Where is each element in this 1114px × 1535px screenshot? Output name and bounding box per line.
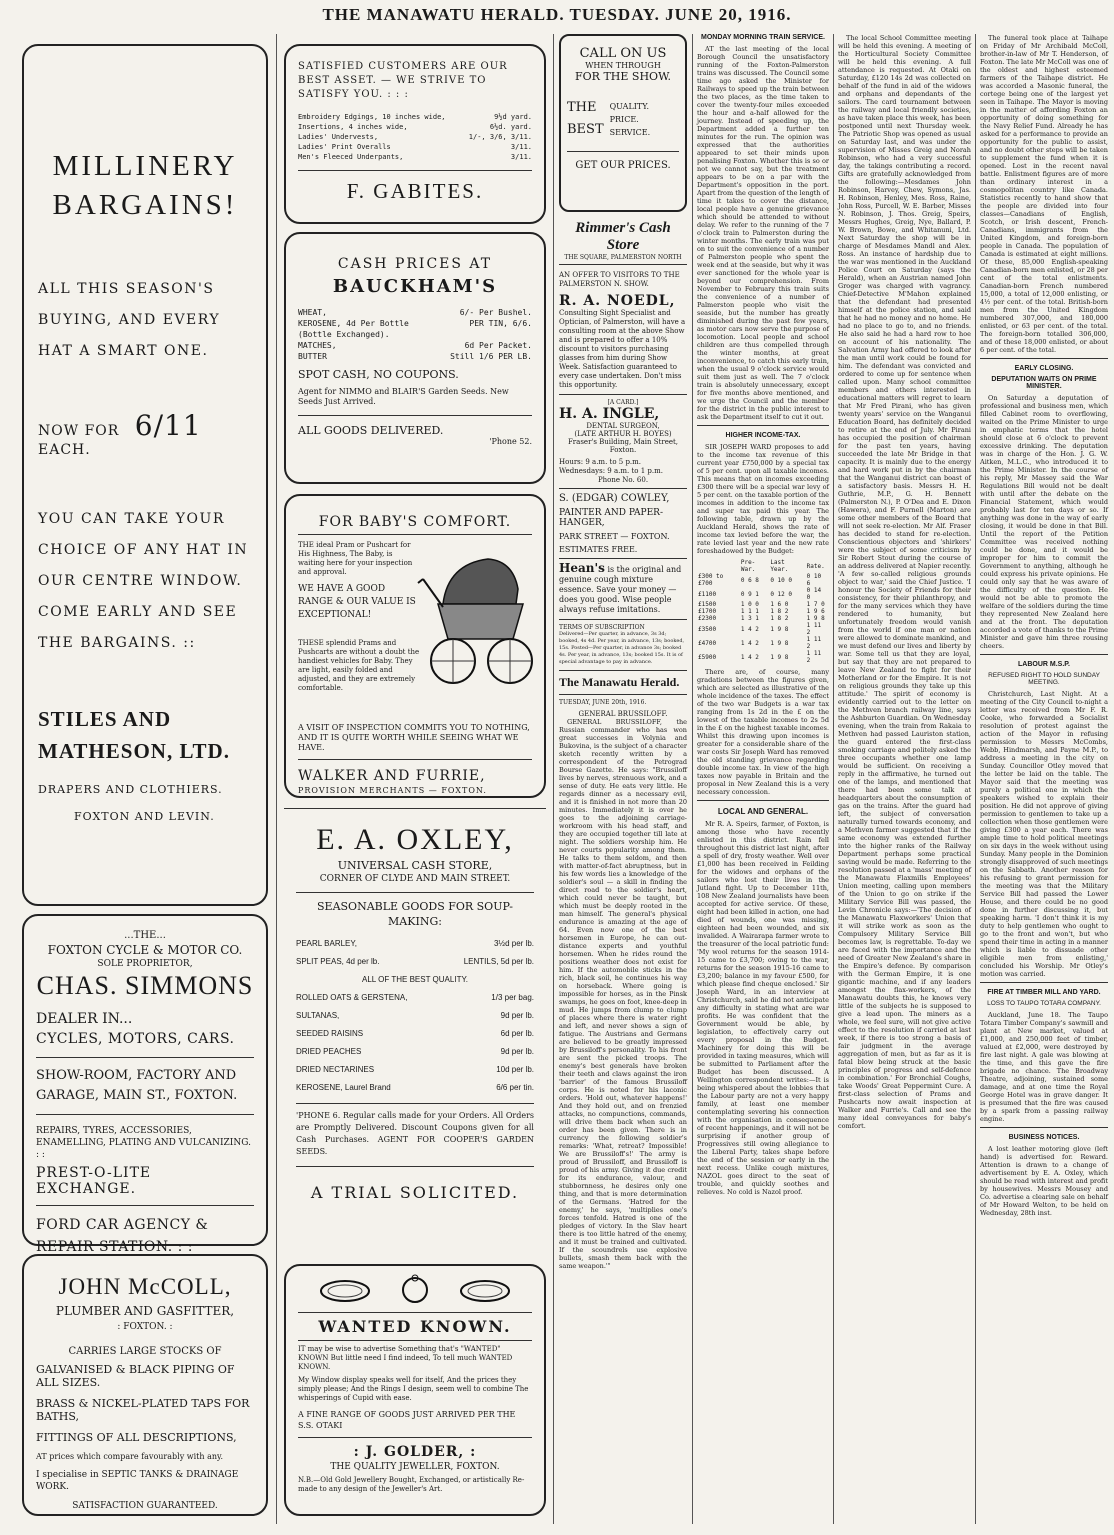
mccoll-ad xyxy=(22,1254,268,1516)
phone-60: Phone No. 60. xyxy=(597,476,649,484)
local-heading: LOCAL AND GENERAL. xyxy=(717,807,809,816)
baby-head: FOR BABY'S COMFORT. xyxy=(318,514,512,530)
column-rule xyxy=(276,34,277,1524)
bauckham-name: BAUCKHAM'S xyxy=(332,276,498,297)
satisfaction: SATISFACTION GUARANTEED. xyxy=(72,1501,218,1511)
jewellery-illustration xyxy=(315,1274,515,1308)
for-show: FOR THE SHOW. xyxy=(575,70,671,83)
income-heading: HIGHER INCOME-TAX. xyxy=(725,432,801,439)
showroom: SHOW-ROOM, FACTORY AND xyxy=(36,1068,237,1083)
price-row: ROLLED OATS & GERSTENA, 1/3 per bag. xyxy=(296,993,534,1002)
price-row: Embroidery Edgings, 10 inches wide, 9½d yard. xyxy=(298,113,532,121)
goods: CYCLES, MOTORS, CARS. xyxy=(36,1031,235,1047)
trial: A TRIAL SOLICITED. xyxy=(310,1183,520,1202)
trade: PLUMBER AND GASFITTER, xyxy=(55,1304,235,1318)
column-rule xyxy=(975,34,976,1524)
piping: GALVANISED & BLACK PIPING OF ALL SIZES. xyxy=(36,1363,235,1389)
deputation-heading: DEPUTATION WAITS ON PRIME MINISTER. xyxy=(991,376,1097,390)
hean-text: is the original and genuine cough mixture essence. Save your money — does you good. Wise people always refuse imitations. xyxy=(559,565,682,614)
income-article: SIR JOSEPH WARD proposes to add to the income tax revenue of this current year £750,000 by a special tax of 5 per cent. upon all taxable incomes. This means that on incomes exceeding £300 there will be a special war levy of 5 per cent. on the taxable portion of the incomes in addition to the income tax and super tax paid this year. The following table, drawn up by the Auckland Herald, shows the rate of income tax levied before the war, the rate levied last year and the new rate foreshadowed by the Budget: xyxy=(697,443,829,555)
price-row: SPLIT PEAS, 4d per lb. LENTILS, 5d per lb. xyxy=(296,957,534,966)
season-line: BUYING, AND EVERY xyxy=(38,312,221,328)
price-row: SEEDED RAISINS 6d per lb. xyxy=(296,1029,534,1038)
business-heading: BUSINESS NOTICES. xyxy=(1008,1134,1080,1141)
quality-price-service: QUALITY. PRICE. SERVICE. xyxy=(609,101,651,137)
estimates: ESTIMATES FREE. xyxy=(559,545,638,554)
column-rule xyxy=(553,34,554,1524)
choice-line: YOU CAN TAKE YOUR xyxy=(38,511,225,527)
table-row: £300 to £700 0 6 8 0 10 0 0 10 6 xyxy=(698,573,822,587)
hours: Hours: 9 a.m. to 5 p.m. Wednesdays: 9 a.m. to 1 p.m. xyxy=(559,458,663,475)
bargains-title: BARGAINS! xyxy=(52,189,238,221)
noedl-name: R. A. NOEDL, xyxy=(559,293,676,309)
price: 6/11 xyxy=(134,409,202,442)
firm-name: STILES AND xyxy=(38,707,172,731)
card: [A CARD.] xyxy=(607,399,639,406)
column-6 xyxy=(838,34,971,1520)
prest-o-lite: PREST-O-LITE EXCHANGE. xyxy=(36,1165,152,1197)
each: EACH. xyxy=(38,442,91,458)
gabites-name: F. GABITES. xyxy=(346,179,484,203)
get-our-prices: GET OUR PRICES. xyxy=(575,160,671,171)
price-row: KEROSENE, Laurel Brand 6/6 per tin. xyxy=(296,1083,534,1092)
corner: CORNER OF CLYDE AND MAIN STREET. xyxy=(319,874,511,884)
best: BEST xyxy=(567,122,604,137)
now-for: NOW FOR xyxy=(38,423,120,439)
baby-ad xyxy=(284,494,546,798)
bauckham-ad xyxy=(284,232,546,484)
ford-agency: REPAIR STATION. : : xyxy=(36,1239,194,1255)
table-row: £1100 0 9 1 0 12 0 0 14 0 xyxy=(698,587,822,601)
price-row: Ladies' Print Overalls 3/11. xyxy=(298,143,532,151)
mccoll-name: JOHN McCOLL, xyxy=(58,1274,232,1299)
hean-name: Hean's xyxy=(559,561,605,575)
labour-article: Christchurch, Last Night. At a meeting of the City Council to-night a letter was received from Mr F. R. Cooke, who forwarded a Socialist resolution of protest against the action of the Mayor in refusing permission to Messrs McCombs, Webb, Hindmarsh, and Payne M.P., to address a meeting in the city on Sunday. Councillor Otley moved that the letter be laid on the table. The Mayor said that the meeting was purely a political one in which the speakers wished to explain their position. He did not approve of giving permission to gentlemen to take up a collection when those gentlemen were giving £300 a year each. There was ample time to hold political meetings on six days in the week without using Sunday. Many people in the Dominion strongly disapproved of such meetings on the Sabbath. Another reason for his refusing to grant permission for the meeting was that the Military Service Bill had passed the Lower House, and there could be no good done in further discussing it, but speaking harm. 'I don't think it is my duty to help gentlemen who ought to go to the front and won't, but who spend their time in acting in a manner which is liable to dissuade other eligible men from enlisting,' concluded his Worship. Mr Otley's motion was carried. xyxy=(980,690,1108,978)
repairs: REPAIRS, TYRES, ACCESSORIES, ENAMELLING, PLATING AND VULCANIZING. : : xyxy=(36,1126,251,1160)
choice-line: OUR CENTRE WINDOW. xyxy=(38,573,243,589)
price-row: DRIED NECTARINES 10d per lb. xyxy=(296,1065,534,1074)
labour-heading: LABOUR M.S.P. xyxy=(1018,661,1070,668)
visit: A VISIT OF INSPECTION COMMITS YOU TO NOTHING, AND IT IS QUITE WORTH WHILE SEEING WHAT WE HAVE. xyxy=(298,723,530,752)
oxley-name: E. A. OXLEY, xyxy=(316,823,514,856)
septic: I specialise in SEPTIC TANKS & DRAINAGE WORK. xyxy=(36,1470,239,1492)
when-through: WHEN THROUGH xyxy=(585,61,661,70)
season-line: ALL THIS SEASON'S xyxy=(38,281,215,297)
carries: CARRIES LARGE STOCKS OF xyxy=(68,1346,222,1357)
choice-line: THE BARGAINS. :: xyxy=(38,635,196,651)
table-row: £2300 1 3 1 1 8 2 1 9 8 xyxy=(698,615,825,622)
dental-surgeon: DENTAL SURGEON, xyxy=(586,422,660,430)
terms: TERMS OF SUBSCRIPTION xyxy=(559,624,645,631)
towns: FOXTON AND LEVIN. xyxy=(74,810,215,823)
taps: BRASS & NICKEL-PLATED TAPS FOR BATHS, xyxy=(36,1397,250,1423)
business-notices: A lost leather motoring glove (left hand) is advertised for. Reward. Attention is drawn to a change of advertisement by E. A. Oxley, which should be read with interest and profit by housewives. Messrs Mousey and Co. advertise a clearing sale on behalf of Mr Howard Welton, to be held on Wednesday, 28th inst. xyxy=(980,1145,1108,1217)
funeral-notes: The funeral took place at Taihape on Friday of Mr Archibald McColl, brother-in-law of Mr T. Henderson, of Foxton. The late Mr McColl was one of the oldest and highest esteemed farmers of the Taihape district. He was accorded a Masonic funeral, the cortege being one of the largest yet seen in Taihape. The Mayor is moving in the matter of affording Foxton an opportunity of doing something for the Navy Relief Fund. Already he has asked for a performance to provide an opportunity for the public to assist, and no doubt other steps will be taken to supplement the fund when it is opened. Lost in the recent naval battle. Enlistment figures are of more than ordinary interest in a cosmopolitan country like Canada. Statistics recently to hand show that the people are divided into four classes—Canadians of English, Scotch, or Irish descent, French-Canadians, immigrants from the United Kingdom, and foreign-born people in Canada. The population of Canada is estimated at eight millions. Of these, 85,000 English-speaking Canadian-born men enlisted, or 28 per cent of the total enlistments. Canadian-born French numbered 15,000, a total of 12,000 enlisting, or 4½ per cent. of the total. British-born men from the United Kingdom numbered 307,000, and 180,000 enlisted, or 63 per cent. of the total. The foreign-born totalled 306,000, and of these 18,000 enlisted, or about 6 per cent. of the total. xyxy=(980,34,1108,354)
fire-article: Auckland, June 18. The Taupo Totara Timber Company's sawmill and plant at New market, valued at £1,000, and 250,000 feet of timber, valued at £2,000, were destroyed by fire last night. A gale was blowing at the time, and this gave the fire brigade no chance. The Broadway Theatre, adjoining, sustained some damage, and at one time the Royal George Hotel was in grave danger. It is presumed that the fire was caused by a spark from a passing railway engine. xyxy=(980,1011,1108,1123)
millinery-title: MILLINERY xyxy=(52,150,238,182)
table-row: £5900 1 4 2 1 9 8 1 11 2 xyxy=(698,650,822,664)
fire-heading: FIRE AT TIMBER MILL AND YARD. xyxy=(987,989,1101,996)
table-row: £1700 1 1 1 1 8 2 1 9 6 xyxy=(698,608,825,615)
rimmers-logo: Rimmer's Cash Store xyxy=(575,220,671,253)
train-article: AT the last meeting of the local Borough Council the unsatisfactory running of the Foxton-Palmerston trains was discussed. The Council some time ago asked the Minister for Railways to speed up the train between the two places, as the time taken to cover the twenty-four miles exceeded the hour and a-half allowed for the journey. Instead of speeding up, the Department added a further ten minutes for the run. The opinion was expressed that the authorities appeared to set their minds upon penalising Foxton. Whether this is so or not we cannot say, but the treatment appears to be on a par with the Department's opposition in the port. Apart from the question of the length of time it takes to cover the distance, local people have a genuine grievance which should be attended to without delay. We refer to the running of the 7 o'clock train to Palmerston during the winter months. The early train was put on to suit the convenience of a number of Palmerston people who spent the week end at the seaside, but why it was ever sanctioned for the whole year is beyond our comprehension. From November to February this train suits the convenience of a number of Palmerston people who visit the seaside, but the number has greatly diminished during the past few years, as motor cars now serve the purpose of locomotion. Local people and school children are thus compelled through the winter months, at great inconvenience, to catch this early train, when the usual 9 o'clock service would suit them just as well. The 7 o'clock train is absolutely unnecessary, except for five months above mentioned, and we urge the Council and the member for the district in the public interest to ask the Department itself to cut it out. xyxy=(697,45,829,421)
column-5 xyxy=(697,34,829,1520)
proprietor: SOLE PROPRIETOR, xyxy=(97,959,193,969)
price-row: Ladies' Undervests, 1/-, 3/6, 3/11. xyxy=(298,133,532,141)
income-article-2: There are, of course, many gradations between the figures given, which are selected as illustrative of the whole incidence of the taxes. The effect of the two war Budgets is a war tax ranging from 1s 2d in the £ on the lowest of the taxable incomes to 2s 5d in the £ on the highest taxable incomes. Whilst this drawing upon incomes is greater for a considerable share of the war costs Sir Joseph Ward has removed the old standing grievance regarding double income tax. In view of the high taxes now payable in Britain and the proposal in New Zealand this is a very necessary concession. xyxy=(697,668,830,796)
quality-jeweller: THE QUALITY JEWELLER, FOXTON. xyxy=(330,1462,500,1472)
offer: AN OFFER TO VISITORS TO THE PALMERSTON N. SHOW. xyxy=(559,271,680,288)
price-row: KEROSENE, 4d Per Bottle (Bottle Exchanged). PER TIN, 6/6. xyxy=(298,319,532,339)
paper-title: The Manawatu Herald. xyxy=(559,675,680,689)
income-table xyxy=(697,559,829,664)
verse-1: IT may be wise to advertise Something that's "WANTED" KNOWN But little need I find indeed, To tell much WANTED KNOWN. xyxy=(298,1345,513,1371)
oxley-ad xyxy=(284,808,546,1258)
showroom: GARAGE, MAIN ST., FOXTON. xyxy=(36,1088,238,1103)
pram-text: THE ideal Pram or Pushcart for His Highness, The Baby, is waiting here for your inspection and approval. xyxy=(298,541,413,576)
cash-store: UNIVERSAL CASH STORE, xyxy=(337,859,493,872)
late-boyes: (LATE ARTHUR H. BOYES) xyxy=(574,430,672,438)
fittings: FITTINGS OF ALL DESCRIPTIONS, xyxy=(36,1431,237,1444)
simmons-ad xyxy=(22,914,268,1255)
town: : FOXTON. : xyxy=(117,1322,173,1332)
refused-heading: REFUSED RIGHT TO HOLD SUNDAY MEETING. xyxy=(988,672,1100,686)
hean-ad xyxy=(559,563,687,615)
fraser-building: Fraser's Building, Main Street, Foxton. xyxy=(567,438,679,454)
prices: AT prices which compare favourably with any. xyxy=(36,1452,223,1461)
price-row: Men's Fleeced Underpants, 3/11. xyxy=(298,153,532,161)
train-heading: MONDAY MORNING TRAIN SERVICE. xyxy=(701,34,825,41)
price-row: ALL OF THE BEST QUALITY. xyxy=(362,975,468,984)
ingle-name: H. A. INGLE, xyxy=(559,406,660,422)
early-closing-heading: EARLY CLOSING. xyxy=(1014,365,1074,372)
golder-name: : J. GOLDER, : xyxy=(353,1444,477,1460)
price-row: SULTANAS, 9d per lb. xyxy=(296,1011,534,1020)
the: THE xyxy=(567,100,597,115)
column-4 xyxy=(559,34,687,1274)
price-row: PEARL BARLEY, 3½d per lb. xyxy=(296,939,534,948)
price-row: WHEAT, 6/- Per Bushel. xyxy=(298,308,532,317)
table-row: £4700 1 4 2 1 9 8 1 11 2 xyxy=(698,636,822,650)
nb: N.B.—Old Gold Jewellery Bought, Exchanged, or artistically Re-made to any design of the Jeweller's Art. xyxy=(298,1476,525,1493)
gabites-head: SATISFIED CUSTOMERS ARE OUR BEST ASSET. — WE STRIVE TO SATISFY YOU. : : : xyxy=(298,61,508,100)
spot-cash: SPOT CASH, NO COUPONS. xyxy=(298,368,459,381)
choice-line: COME EARLY AND SEE xyxy=(38,604,238,620)
phone-notice: 'PHONE 6. Regular calls made for your Orders. All Orders are Promptly Delivered. Discount Coupons given for all Cash Purchases. AGENT FOR COOPER'S GARDEN SEEDS. xyxy=(296,1111,534,1156)
verse-2: My Window display speaks well for itself, And the prices they simply please; And the Rings I design, seem well to combine The whisperings of Cupid with ease. xyxy=(298,1376,529,1402)
drapers: DRAPERS AND CLOTHIERS. xyxy=(38,783,223,796)
local-article: Mr R. A. Speirs, farmer, of Foxton, is among those who have recently enlisted in this district. Rain fell throughout this district last night, after a spell of dry, frosty weather. Well over £1,000 has been received in Feilding for the widows and orphans of the sailors who lost their lives in the Jutland fight. Up to December 11th, 108 New Zealand journalists have been accepted for active service. Of these, eight had been killed in action, one had died of wounds, one was missing, eighteen had been wounded, and six invalided. A Wairarapa farmer wrote to the treasurer of the local patriotic fund: 'My wool returns for the season 1914-15 came to £3,700; owing to the war, returns for the season 1915-16 came to £3,200; balance in my favour £500, for which please find cheque enclosed.' Sir Joseph Ward, in an interview at Christchurch, said he did not anticipate any difficulty in stating what are war profits. He was confident that the Government would be able, by legislation, to effectively carry out every proposal in the Budget. Machinery for doing this will be provided in taxing measures, which will be submitted to Parliament after the Budget has been discussed. A Wellington correspondent writes:—It is being whispered about the lobbies that the Labour party are not a very happy family, at least one member contemplating severing his connection with the organisation in consequence of recent happenings, and it will not be surprising if another group of Progressives still owing allegiance to the Liberal Party, takes shape before the end of the session or early in the next recess. Unlike cough mixtures, NAZOL goes direct to the seat of trouble, and quickly soothes and relieves. No cold is Nazol proof. xyxy=(697,820,829,1196)
price-row: BUTTER Still 1/6 PER LB. xyxy=(298,352,532,361)
table-header: Pre-War. Last Year. Rate. xyxy=(740,559,825,573)
masthead: THE MANAWATU HERALD. TUESDAY. JUNE 20, 1916. xyxy=(322,5,792,24)
call-on-us-ad xyxy=(559,34,687,212)
brussiloff-heading: GENERAL BRUSSILOFF. xyxy=(578,710,668,718)
simmons-name: CHAS. SIMMONS xyxy=(36,971,254,1000)
gabites-ad xyxy=(284,44,546,224)
pram-desc: THESE splendid Prams and Pushcarts are without a doubt the handiest vehicles for Baby. They are light, easily folded and adjusted, and they are extremely comfortable. xyxy=(298,639,420,692)
phone: 'Phone 52. xyxy=(489,437,532,446)
company-name: FOXTON CYCLE & MOTOR CO. xyxy=(47,943,243,957)
call-on-us: CALL ON US xyxy=(579,46,667,61)
noedl-text: Consulting Sight Specialist and Optician, of Palmerston, will have a consulting room at the above Show and is prepared to offer a 10% discount to visitors purchasing glasses from him during Show Week. Satisfaction guaranteed to every case undertaken. Don't miss this opportunity. xyxy=(559,309,686,389)
fine-range: A FINE RANGE OF GOODS JUST ARRIVED PER THE S.S. OTAKI xyxy=(298,1410,516,1430)
column-rule xyxy=(833,34,834,1524)
rimmers-address: THE SQUARE, PALMERSTON NORTH xyxy=(559,254,687,265)
bauckham-head: CASH PRICES AT xyxy=(337,256,493,272)
price-row: Insertions, 4 inches wide, 6½d. yard. xyxy=(298,123,532,131)
table-row: £3500 1 4 2 1 9 8 1 11 2 xyxy=(698,622,822,636)
season-line: HAT A SMART ONE. xyxy=(38,343,209,359)
range-text: WE HAVE A GOOD RANGE & OUR VALUE IS EXCEPTIONAL! xyxy=(298,584,416,620)
pram-illustration xyxy=(418,549,536,689)
painter: PAINTER AND PAPER-HANGER, xyxy=(559,508,663,528)
delivered: ALL GOODS DELIVERED. xyxy=(298,424,444,437)
golder-ad xyxy=(284,1264,546,1516)
deputation-article: On Saturday a deputation of professional and business men, which filled Cabinet room to overflowing, waited on the Prime Minister to urge in emphatic terms that the hotel should close at 6 o'clock to prevent excessive drinking. The deputation was in charge of the Hon. J. G. W. Aitken, M.L.C., who introduced it to the Prime Minister. In the course of his reply, Mr Massey said the War Regulations Bill would not be dealt with until after the debate on the Financial Statement, which would probably last for ten days or so. If anything was done in the way of early closing, it would be done in that Bill. Until the report of the Petition Committee was received nothing could be done, and it would be improper for him to commit the Government to anything, although he could express his private opinions. He could only say that he was aware of the difficulty of the question. He would not be able to promote the welfare of the soldiers during the time they represented New Zealand here and at the front. The deputation accorded a vote of thanks to the Prime Minister and gave him three rousing cheers. xyxy=(980,394,1108,650)
wanted-known: WANTED KNOWN. xyxy=(318,1317,512,1336)
choice-line: CHOICE OF ANY HAT IN xyxy=(38,542,249,558)
price-row: MATCHES, 6d Per Packet. xyxy=(298,341,532,350)
price-row: DRIED PEACHES 9d per lb. xyxy=(296,1047,534,1056)
issue-date: TUESDAY, JUNE 20th, 1916. xyxy=(559,699,647,706)
dealer: DEALER IN... xyxy=(36,1011,133,1027)
merchants: PROVISION MERCHANTS — FOXTON. xyxy=(298,786,487,795)
table-row: £1500 1 0 0 1 6 0 1 7 0 xyxy=(698,601,825,608)
the-line: ...THE... xyxy=(124,930,166,941)
seasonable: SEASONABLE GOODS FOR SOUP-MAKING: xyxy=(317,900,513,928)
local-notes: The local School Committee meeting will be held this evening. A meeting of the Horticultural Society Committee will be held this evening. A full attendance is requested. At Otaki on Saturday, £120 14s 2d was collected on behalf of the fund in aid of the widows and orphans and dependants of the sailors. The card tournament between the railway and local friendly societies, as have taken place this week, has been postponed until next Thursday week. The Patriotic Shop was opened as usual on Saturday last, and was under the supervision of Misses Greig and Norah Robinson, who had a very successful day, the takings contributing a record. Gifts are gratefully acknowledged from the following:—Mesdames John Robinson, Harvey, Chew, Symons, Jas. H. Robinson, Henley, Mes. Ross, Raine, John Ross, Purcell, W. E. Barber, Misses N. Robinson, J. Thos. Greig, Speirs, Messrs Hughes, Greig, Nye, Ballard, P. W. Brown, Bowe, and Whitanuni, Ltd. Next Saturday the shop will be in charge of Mesdames Mandl and Alex. Ross. An instance of hardship due to the war was mentioned in the Auckland Police Court on Saturday (says the Herald), when an Austrian named John Groger was charged with vagrancy. Chief-Detective M'Mahon explained that the defendant had presented himself at the police station, and said that he had no money and no home. He had no place to go to, and no friends. He also said he had a hard row to hoe on account of his nationality. The Salvation Army had offered to look after the man until work could be found for him. The defendant was convicted and ordered to come up for sentence when called upon. Many school committee members and others interested in educational matters will regret to learn that Mr Fred Pirani, who has given twenty years' service on the Wanganui Education Board, has definitely decided to retire at the end of July. Mr Pirani has occupied the position of chairman for the past ten years, having succeeded the late Mr Bridge in that capacity. It is mainly due to the energy and hard work put in by the chairman that the Wanganui district can boast of a satisfactory basis. Messrs H. H. Guthrie, M.P., G. H. Bennett (Palmerston N.), P. O'Dea and E. Dixon (Hawera), and F. Purnell (Marton) are some other members of the Board that will not seek re-election. Mr Alf. Fraser has decided to stand for re-election. Conscientious objectors and 'shirkers' were the subject of some criticism by Sir Robert Stout during the course of an address delivered at Napier recently. 'A few so-called religious grounds object to war,' said the Chief Justice. 'I honour the Society of Friends for their consistency, for their philanthropy, and for the many services which they have rendered to humanity, but unfortunately freedom would vanish from the world if one man or nation were allowed to dominate mankind, and we must defend our lives and liberty by war. Some tell us that they are loyal, but say that they are not prepared to leave New Zealand to fight for their Motherland or for the Empire. It is not on religious grounds they take up this attitude.' The spirit of economy is evidently carried out to the letter on the Methven branch railway line, says the Ashburton Guardian. On Wednesday evening, when the train from Rakaia to Methven had passed Lauriston station, the guard entered the first-class smoking carriage and politely asked the three occupants whether one lamp would be sufficient. On receiving a reply in the affirmative, he turned out one of the lamps, and mentioned that there had been some talk at headquarters about the consumption of gas on the trains. After the guard had left, the subject of conversation naturally turned towards economy, and a Methven farmer suggested that if the same economy was extended further into the higher ranks of the Railway Department perhaps some practical saving would be made. Referring to the resolution passed at a 'mass' meeting of the Manawatu Flaxmills Employees' Union meeting, calling upon members of the Union to go on strike if the Military Service Bill was passed, the Levin Chronicle says:—'The decision of the Manawatu Flaxworkers' Union that it will strike work as soon as the Compulsory Military Service Bill becomes law, is regrettable. To-day we are faced with the importance and the need of Greater New Zealand's share in the Empire's defence. By comparison with the German Empire, it is one gigantic machine, and if any leaders amongst the flax-workers, of the Manawatu doubts this, he knows very little of the subjects he is supposed to give a lead upon. The miners as a whole, we feel sure, will not give active effect to the resolution if carried at last week, if there is too strong a basis of fair judgment in the average aggregation of men, but as far as it is fatal blow being struck at the basic principles of progress and self-defence in combination.' For Bronchial Coughs, take Woods' Great Peppermint Cure. A first-class selection of Prams and Pushcarts now await inspection at Walker and Furrie's. Call and see the many ideal conveyances for baby's comfort. xyxy=(838,34,971,1130)
brussiloff-article: GENERAL BRUSSILOFF, the Russian commander who has won great successes in Volynia and Bukovina, is the subject of a character sketch recently written by a correspondent of the Petrograd Bourse Gazette. He says: "Brussiloff lives by nerves, strenuous work, and a sense of duty. He eats very little. He regards dinner as a necessary evil, and it is finished in not more than 20 minutes. Immediately it is over he goes to the adjoining carriage-workroom with his head staff, and they are occupied together till late at night. The soldiers worship him. He never courts popularity among them. He talks to them seldom, and then with matter-of-fact abruptness, but in his few words lies a knowledge of the soldier's soul — a skill in finding the direct road to the soldier's heart, which could never be taught, but which must be deeply rooted in the man himself. The general's physical endurance is amazing at the age of 64. Even now one of the best horsemen in Europe, he can out-distance experts and youthful horsemen. When he rides round the positions weather does not exist for him. If the automobile sticks in the rich, black soil, he continues his way on horseback. Where going is impossible for horses, as in the Pinsk swamps, he goes on foot, knee-deep in mud. He jumps from clump to clump of places where there is water right and left, and never shows a sign of fatigue. The Austrians and Germans are believed to be greatly impressed by Brussiloff's personality. To his front are sent the picked troops. The enemy's best generals have broken their teeth and claws against the iron 'barrier' of the famous Brussiloff corps. He is noted for his laconic orders. 'Hold out, whatever happens!' And they hold out, and on frenzied attacks, no compunctions, commands, will drive them back when such an order has been given. There is in currency the following soldier's remarks: 'What, retreat? Impossible! We are Brussiloff's!' The army is proud of Brussiloff, and Brussiloff is proud of his army. Giving it due credit for its endurance, valour, and stubbornness, he desires only one thing, and that is more determination of the Germans. 'Hatred for the enemy,' he says, 'multiplies one's forces tenfold. Hatred is one of the pledges of victory. In the Slav heart there is too little hatred of the enemy, and it must be trained and cultivated. If the scoundrels use explosive bullets, smash them back with the same weapon.'" xyxy=(559,718,687,1270)
price-line xyxy=(38,409,252,458)
ford-agency: FORD CAR AGENCY & xyxy=(36,1217,209,1233)
walker-furrie: WALKER AND FURRIE, xyxy=(298,768,486,784)
loss-heading: LOSS TO TAUPO TOTARA COMPANY. xyxy=(987,1000,1101,1007)
cowley-name: S. (EDGAR) COWLEY, xyxy=(559,493,670,504)
column-rule xyxy=(692,34,693,1524)
column-7 xyxy=(980,34,1108,1520)
agent: Agent for NIMMO and BLAIR'S Garden Seeds. New Seeds Just Arrived. xyxy=(298,387,509,406)
terms-text: Delivered—Per quarter, in advance, 3s 3d; booked, 4s 4d. Per year, in advance, 13s; booked, 15s. Posted—Per quarter, in advance 3s; booked 4s. Per year, in advance, 13s; booked 15s. It is of special advantage to pay in advance. xyxy=(559,631,685,665)
millinery-ad xyxy=(22,44,268,906)
firm-name: MATHESON, LTD. xyxy=(38,739,230,763)
park-street: PARK STREET — FOXTON. xyxy=(559,532,670,541)
